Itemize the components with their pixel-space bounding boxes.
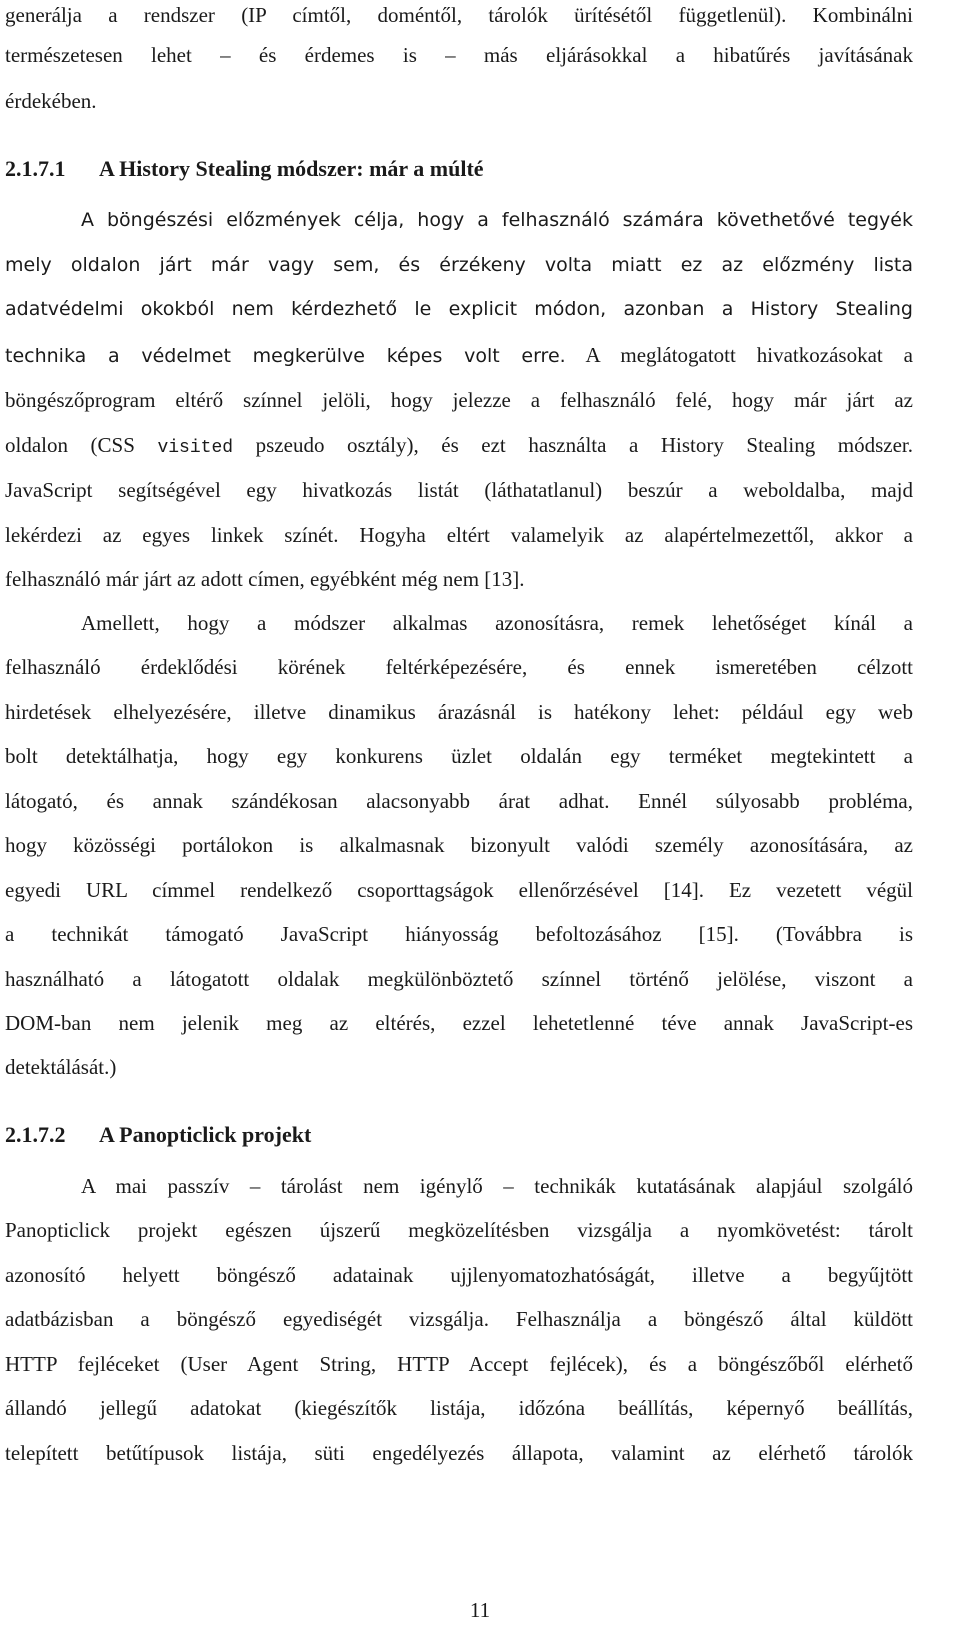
text-line: HTTP fejléceket (User Agent String, HTTP Accept fejlécek), és a böngészőből elérhető xyxy=(5,1352,913,1376)
section-number: 2.1.7.1 xyxy=(5,156,66,181)
text-line xyxy=(5,340,913,370)
section-heading xyxy=(5,1120,913,1150)
text-line: Amellett, hogy a módszer alkalmas azonosításra, remek lehetőséget kínál a xyxy=(81,611,913,635)
text-line: Panopticlick projekt egészen újszerű megközelítésben vizsgálja a nyomkövetést: tárolt xyxy=(5,1218,913,1242)
text-span: A meglátogatott hivatkozásokat a xyxy=(565,343,913,367)
text-span: oldalon (CSS xyxy=(5,433,158,457)
section-title: A History Stealing módszer: már a múlté xyxy=(99,156,484,181)
text-line: állandó jellegű adatokat (kiegészítők listája, időzóna beállítás, képernyő beállítás, xyxy=(5,1396,913,1420)
section-number: 2.1.7.2 xyxy=(5,1122,66,1147)
text-line: lekérdezi az egyes linkek színét. Hogyha eltért valamelyik az alapértelmezettől, akkor a xyxy=(5,523,913,547)
inline-code: visited xyxy=(157,438,234,458)
text-line: felhasználó már járt az adott címen, egyébként még nem [13]. xyxy=(5,567,525,591)
text-line: egyedi URL címmel rendelkező csoporttagságok ellenőrzésével [14]. Ez vezetett végül xyxy=(5,878,913,902)
text-line: hogy közösségi portálokon is alkalmasnak bizonyult valódi személy azonosítására, az xyxy=(5,833,913,857)
text-line: adatvédelmi okokból nem kérdezhető le explicit módon, azonban a History Stealing xyxy=(5,298,913,320)
text-line: adatbázisban a böngésző egyediségét vizsgálja. Felhasználja a böngésző által küldött xyxy=(5,1307,913,1331)
text-span: pszeudo osztály), és ezt használta a History Stealing módszer. xyxy=(233,433,913,457)
text-line: látogató, és annak szándékosan alacsonyabb árat adhat. Ennél súlyosabb probléma, xyxy=(5,789,913,813)
text-line: A böngészési előzmények célja, hogy a felhasználó számára követhetővé tegyék xyxy=(81,209,913,231)
text-line: generálja a rendszer (IP címtől, doméntől, tárolók ürítésétől függetlenül). Kombinálni xyxy=(5,3,913,27)
text-line: természetesen lehet – és érdemes is – más eljárásokkal a hibatűrés javításának xyxy=(5,43,913,67)
text-line: bolt detektálhatja, hogy egy konkurens üzlet oldalán egy terméket megtekintett a xyxy=(5,744,913,768)
text-line: detektálását.) xyxy=(5,1055,117,1079)
text-line: JavaScript segítségével egy hivatkozás listát (láthatatlanul) beszúr a weboldalba, majd xyxy=(5,478,913,502)
section-heading xyxy=(5,154,913,184)
section-title: A Panopticlick projekt xyxy=(99,1122,312,1147)
text-line: A mai passzív – tárolást nem igénylő – technikák kutatásának alapjául szolgáló xyxy=(81,1174,913,1198)
text-line: érdekében. xyxy=(5,89,97,113)
text-line: mely oldalon járt már vagy sem, és érzékeny volta miatt ez az előzmény lista xyxy=(5,254,913,276)
page-number: 11 xyxy=(469,1598,491,1622)
text-line: felhasználó érdeklődési körének feltérképezésére, és ennek ismeretében célzott xyxy=(5,655,913,679)
text-line: azonosító helyett böngésző adatainak ujjlenyomatozhatóságát, illetve a begyűjtött xyxy=(5,1263,913,1287)
text-line: telepített betűtípusok listája, süti engedélyezés állapota, valamint az elérhető tárolók xyxy=(5,1441,913,1465)
text-line xyxy=(5,430,913,460)
text-line: böngészőprogram eltérő színnel jelöli, hogy jelezze a felhasználó felé, hogy már járt az xyxy=(5,388,913,412)
text-line: használható a látogatott oldalak megkülönböztető színnel történő jelölése, viszont a xyxy=(5,967,913,991)
text-span: technika a védelmet megkerülve képes volt erre. xyxy=(5,345,566,367)
text-line: hirdetések elhelyezésére, illetve dinamikus árazásnál is hatékony lehet: például egy web xyxy=(5,700,913,724)
text-line: DOM-ban nem jelenik meg az eltérés, ezzel lehetetlenné téve annak JavaScript-es xyxy=(5,1011,913,1035)
text-line: a technikát támogató JavaScript hiányosság befoltozásához [15]. (Továbbra is xyxy=(5,922,913,946)
